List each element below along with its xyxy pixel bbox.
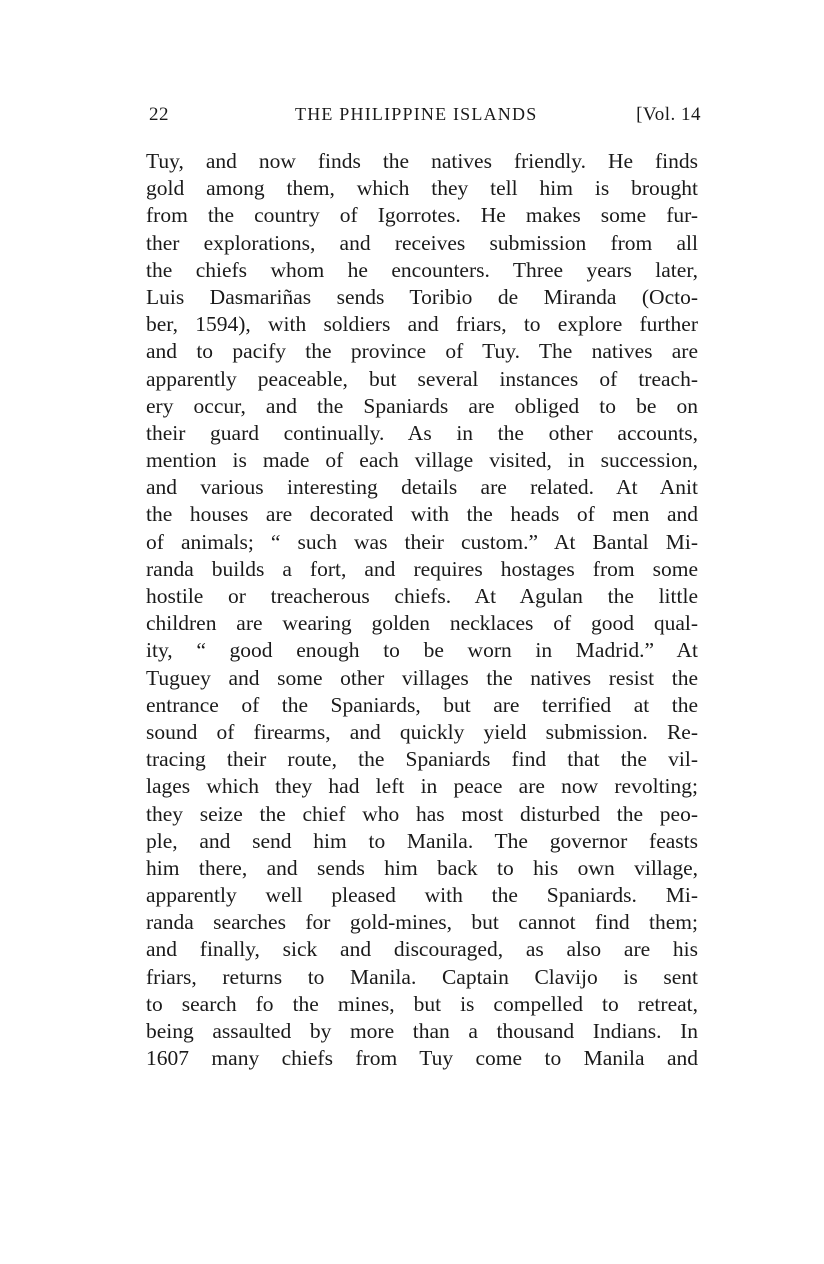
text-line: children are wearing golden necklaces of good qual- xyxy=(146,611,698,636)
text-line: they seize the chief who has most disturbed the peo- xyxy=(146,801,698,826)
text-line: ber, 1594), with soldiers and friars, to explore further xyxy=(146,312,698,337)
body-text xyxy=(146,148,698,1072)
text-line: randa builds a fort, and requires hostages from some xyxy=(146,556,698,581)
text-line: from the country of Igorrotes. He makes some fur- xyxy=(146,203,698,228)
text-line: ple, and send him to Manila. The governor feasts xyxy=(146,828,698,853)
running-title: THE PHILIPPINE ISLANDS xyxy=(295,104,538,124)
text-line: lages which they had left in peace are now revolting; xyxy=(146,774,698,799)
text-line: gold among them, which they tell him is brought xyxy=(146,176,698,201)
text-line: of animals; “ such was their custom.” At Bantal Mi- xyxy=(146,529,698,554)
text-line: ity, “ good enough to be worn in Madrid.” At xyxy=(146,638,698,663)
text-line: and to pacify the province of Tuy. The natives are xyxy=(146,339,698,364)
text-line: to search fo the mines, but is compelled to retreat, xyxy=(146,991,698,1016)
text-line: hostile or treacherous chiefs. At Agulan the little xyxy=(146,584,698,608)
page-number: 22 xyxy=(149,104,169,125)
text-line: friars, returns to Manila. Captain Clavijo is sent xyxy=(146,964,698,989)
text-line: Tuguey and some other villages the natives resist the xyxy=(146,665,698,690)
text-line: tracing their route, the Spaniards find that the vil- xyxy=(146,747,698,772)
volume-label: [Vol. 14 xyxy=(636,104,701,125)
text-line: ther explorations, and receives submission from all xyxy=(146,230,698,255)
text-line: entrance of the Spaniards, but are terrified at the xyxy=(146,692,698,717)
text-line: being assaulted by more than a thousand Indians. In xyxy=(146,1019,698,1043)
text-line: ery occur, and the Spaniards are obliged to be on xyxy=(146,393,698,418)
text-line: 1607 many chiefs from Tuy come to Manila and xyxy=(146,1046,698,1071)
text-line: apparently peaceable, but several instances of treach- xyxy=(146,366,698,391)
text-line: and various interesting details are related. At Anit xyxy=(146,475,698,500)
text-line: the houses are decorated with the heads of men and xyxy=(146,502,698,527)
text-line: the chiefs whom he encounters. Three years later, xyxy=(146,257,698,282)
text-line: Luis Dasmariñas sends Toribio de Miranda (Octo- xyxy=(146,284,698,309)
running-header xyxy=(149,104,701,132)
text-line: apparently well pleased with the Spaniards. Mi- xyxy=(146,883,698,908)
text-line: mention is made of each village visited, in succession, xyxy=(146,448,698,473)
text-line: their guard continually. As in the other accounts, xyxy=(146,420,698,445)
text-line: randa searches for gold-mines, but cannot find them; xyxy=(146,910,698,935)
text-line: Tuy, and now finds the natives friendly. He finds xyxy=(146,149,698,173)
text-line: and finally, sick and discouraged, as also are his xyxy=(146,937,698,962)
text-line: sound of firearms, and quickly yield submission. Re- xyxy=(146,719,698,744)
text-line: him there, and sends him back to his own village, xyxy=(146,855,698,880)
